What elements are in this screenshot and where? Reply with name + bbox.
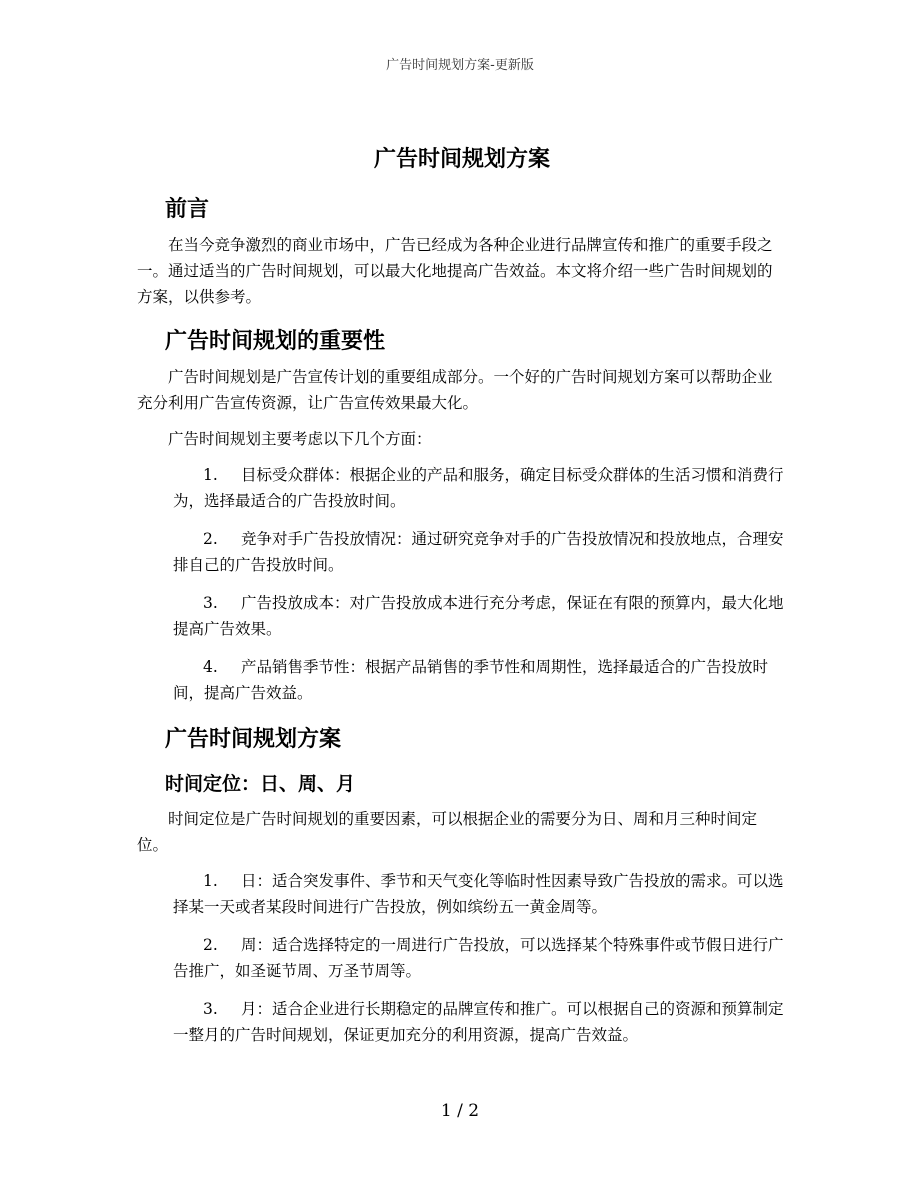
list-item (137, 996, 787, 1048)
importance-paragraph: 广告时间规划是广告宣传计划的重要组成部分。一个好的广告时间规划方案可以帮助企业充分利用广告宣传资源，让广告宣传效果最大化。 (137, 368, 773, 412)
plan-paragraph: 时间定位是广告时间规划的重要因素，可以根据企业的需要分为日、周和月三种时间定位。 (137, 810, 758, 854)
section-heading-importance: 广告时间规划的重要性 (165, 329, 386, 354)
page-number: 1 / 2 (440, 1101, 480, 1121)
list-item-text: 周：适合选择特定的一周进行广告投放，可以选择某个特殊事件或节假日进行广告推广，如圣诞节周、万圣节周等。 (173, 936, 784, 980)
list-item (137, 462, 787, 514)
section-heading-preface: 前言 (165, 197, 210, 222)
list-item-number: 2. (203, 936, 218, 954)
importance-list (137, 462, 787, 706)
list-item-number: 4. (203, 658, 218, 676)
document-title: 广告时间规划方案 (373, 147, 550, 172)
list-item-text: 目标受众群体：根据企业的产品和服务，确定目标受众群体的生活习惯和消费行为，选择最适合的广告投放时间。 (173, 466, 784, 510)
document-body (137, 142, 787, 1060)
list-item-number: 3. (203, 1000, 218, 1018)
list-item-number: 3. (203, 594, 218, 612)
list-item-number: 1. (203, 466, 218, 484)
list-item (137, 654, 787, 706)
time-positioning-list (137, 868, 787, 1048)
list-item (137, 932, 787, 984)
section-heading-plan: 广告时间规划方案 (165, 727, 342, 752)
list-item-text: 日：适合突发事件、季节和天气变化等临时性因素导致广告投放的需求。可以选择某一天或者某段时间进行广告投放，例如缤纷五一黄金周等。 (173, 872, 784, 916)
list-item-number: 2. (203, 530, 218, 548)
list-item-number: 1. (203, 872, 218, 890)
list-item (137, 590, 787, 642)
list-item (137, 868, 787, 920)
list-item-text: 竞争对手广告投放情况：通过研究竞争对手的广告投放情况和投放地点，合理安排自己的广告投放时间。 (173, 530, 784, 574)
list-item-text: 广告投放成本：对广告投放成本进行充分考虑，保证在有限的预算内，最大化地提高广告效果。 (173, 594, 784, 638)
subsection-heading-time-positioning: 时间定位：日、周、月 (165, 773, 356, 795)
list-item-text: 月：适合企业进行长期稳定的品牌宣传和推广。可以根据自己的资源和预算制定一整月的广告时间规划，保证更加充分的利用资源，提高广告效益。 (173, 1000, 784, 1044)
list-item-text: 产品销售季节性：根据产品销售的季节性和周期性，选择最适合的广告投放时间，提高广告效益。 (173, 658, 769, 702)
list-item (137, 526, 787, 578)
preface-paragraph: 在当今竞争激烈的商业市场中，广告已经成为各种企业进行品牌宣传和推广的重要手段之一。通过适当的广告时间规划，可以最大化地提高广告效益。本文将介绍一些广告时间规划的方案，以供参考。 (137, 236, 773, 306)
running-header: 广告时间规划方案-更新版 (386, 58, 534, 73)
importance-intro-paragraph: 广告时间规划主要考虑以下几个方面： (168, 430, 432, 448)
